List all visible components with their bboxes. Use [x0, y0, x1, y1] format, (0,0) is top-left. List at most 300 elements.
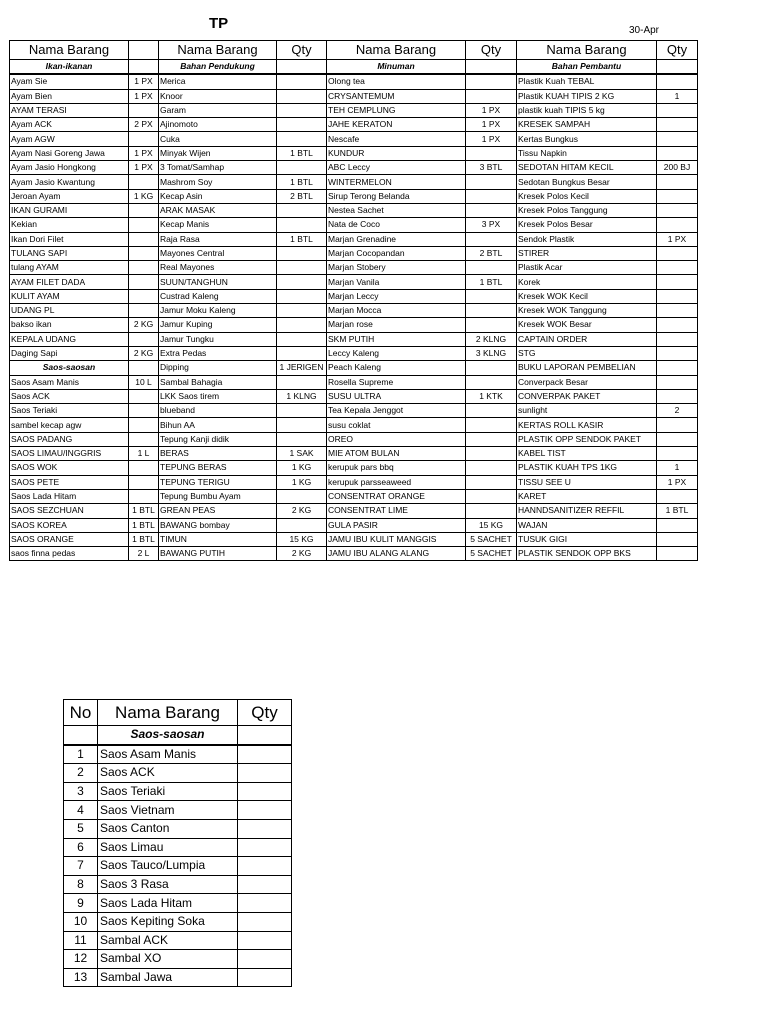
item-cell: Kresek Polos Besar: [517, 218, 657, 232]
item-cell: Ayam Jasio Kwantung: [10, 175, 129, 189]
item-cell: Jamur Tungku: [159, 332, 277, 346]
table-row: [64, 931, 292, 950]
table-row: [10, 261, 698, 275]
item-cell: 3 Tomat/Samhap: [159, 161, 277, 175]
item-cell: HANNDSANITIZER REFFIL: [517, 504, 657, 518]
table-row: [10, 89, 698, 103]
item-cell: Sambal ACK: [98, 931, 238, 950]
qty-cell: [129, 432, 159, 446]
qty-cell: 1 L: [129, 447, 159, 461]
qty-cell: 1 KTK: [466, 389, 517, 403]
qty-cell: [277, 275, 327, 289]
qty-cell: [657, 389, 698, 403]
qty-cell: [129, 389, 159, 403]
qty-cell: 1 KG: [129, 189, 159, 203]
table-row: [10, 375, 698, 389]
item-cell: WAJAN: [517, 518, 657, 532]
qty-cell: 15 KG: [466, 518, 517, 532]
category-header: Bahan Pendukung: [159, 60, 277, 75]
qty-cell: [277, 89, 327, 103]
qty-cell: 1 SAK: [277, 447, 327, 461]
item-cell: Saos Limau: [98, 838, 238, 857]
item-cell: JAHE KERATON: [327, 118, 466, 132]
item-cell: KUNDUR: [327, 146, 466, 160]
item-cell: STG: [517, 346, 657, 360]
qty-cell: [238, 801, 292, 820]
item-cell: Marjan Stobery: [327, 261, 466, 275]
qty-cell: 1 PX: [657, 475, 698, 489]
item-cell: ARAK MASAK: [159, 203, 277, 217]
item-cell: Kresek Polos Kecil: [517, 189, 657, 203]
item-cell: PLASTIK KUAH TPS 1KG: [517, 461, 657, 475]
qty-cell: [657, 332, 698, 346]
item-cell: KERTAS ROLL KASIR: [517, 418, 657, 432]
column-header: No: [64, 700, 98, 726]
item-cell: Marjan Grenadine: [327, 232, 466, 246]
stock-table: [9, 40, 698, 561]
qty-cell: [129, 461, 159, 475]
qty-cell: [657, 261, 698, 275]
qty-cell: [277, 218, 327, 232]
empty-cell: [64, 726, 98, 745]
qty-cell: [238, 782, 292, 801]
table-row: [64, 782, 292, 801]
qty-cell: [657, 218, 698, 232]
item-cell: SUUN/TANGHUN: [159, 275, 277, 289]
item-cell: Sirup Terong Belanda: [327, 189, 466, 203]
table-row: [10, 332, 698, 346]
column-header: Nama Barang: [10, 41, 129, 60]
qty-cell: 10 L: [129, 375, 159, 389]
table-row: [10, 232, 698, 246]
qty-cell: [277, 318, 327, 332]
qty-cell: 1: [657, 89, 698, 103]
item-cell: Sambal Jawa: [98, 968, 238, 987]
table-row: [10, 318, 698, 332]
qty-cell: [129, 475, 159, 489]
qty-cell: [129, 246, 159, 260]
item-cell: GULA PASIR: [327, 518, 466, 532]
qty-cell: [277, 161, 327, 175]
item-cell: Saos Tauco/Lumpia: [98, 857, 238, 876]
item-cell: CAPTAIN ORDER: [517, 332, 657, 346]
item-cell: Saos ACK: [10, 389, 129, 403]
qty-cell: [238, 968, 292, 987]
item-cell: AYAM TERASI: [10, 103, 129, 117]
item-cell: Kresek WOK Besar: [517, 318, 657, 332]
item-cell: Kertas Bungkus: [517, 132, 657, 146]
qty-cell: 1 PX: [129, 161, 159, 175]
item-cell: plastik kuah TIPIS 5 kg: [517, 103, 657, 117]
table-row: [10, 475, 698, 489]
item-cell: Nestea Sachet: [327, 203, 466, 217]
table-row: [10, 74, 698, 89]
item-cell: Ayam Bien: [10, 89, 129, 103]
qty-cell: [277, 432, 327, 446]
qty-cell: 3 PX: [466, 218, 517, 232]
item-cell: Saos Asam Manis: [98, 745, 238, 764]
item-cell: Kresek WOK Tanggung: [517, 304, 657, 318]
qty-cell: [238, 894, 292, 913]
qty-cell: [466, 175, 517, 189]
qty-cell: [657, 246, 698, 260]
qty-cell: [466, 404, 517, 418]
qty-cell: [657, 375, 698, 389]
qty-cell: 1 KG: [277, 461, 327, 475]
table-row: [10, 461, 698, 475]
qty-cell: [657, 432, 698, 446]
item-cell: Sendok Plastik: [517, 232, 657, 246]
item-cell: Ayam AGW: [10, 132, 129, 146]
qty-cell: 1 BTL: [129, 518, 159, 532]
qty-cell: [466, 318, 517, 332]
item-cell: Extra Pedas: [159, 346, 277, 360]
column-header: Nama Barang: [517, 41, 657, 60]
qty-cell: [238, 764, 292, 783]
item-cell: Saos-saosan: [10, 361, 129, 375]
qty-cell: [466, 203, 517, 217]
qty-cell: 2 KG: [129, 318, 159, 332]
table-row: [10, 404, 698, 418]
item-cell: SAOS LIMAU/INGGRIS: [10, 447, 129, 461]
table-row: [10, 389, 698, 403]
item-cell: Jamur Moku Kaleng: [159, 304, 277, 318]
item-cell: Olong tea: [327, 74, 466, 89]
qty-cell: 1 PX: [466, 103, 517, 117]
qty-cell: [277, 489, 327, 503]
column-header: Qty: [238, 700, 292, 726]
qty-cell: [277, 74, 327, 89]
item-cell: Ikan Dori Filet: [10, 232, 129, 246]
qty-cell: [129, 332, 159, 346]
row-number: 12: [64, 950, 98, 969]
qty-cell: [129, 489, 159, 503]
item-cell: TULANG SAPI: [10, 246, 129, 260]
item-cell: Jeroan Ayam: [10, 189, 129, 203]
qty-cell: [277, 304, 327, 318]
item-cell: Saos ACK: [98, 764, 238, 783]
qty-cell: [129, 232, 159, 246]
category-header: Ikan-ikanan: [10, 60, 129, 75]
table-row: [64, 801, 292, 820]
item-cell: saos finna pedas: [10, 547, 129, 561]
row-number: 9: [64, 894, 98, 913]
item-cell: Mashrom Soy: [159, 175, 277, 189]
qty-cell: [129, 103, 159, 117]
qty-cell: 2 KLNG: [466, 332, 517, 346]
item-cell: Plastik KUAH TIPIS 2 KG: [517, 89, 657, 103]
qty-cell: 5 SACHET: [466, 532, 517, 546]
qty-cell: [238, 838, 292, 857]
item-cell: BAWANG PUTIH: [159, 547, 277, 561]
table-row: [10, 504, 698, 518]
qty-cell: [129, 175, 159, 189]
item-cell: TEH CEMPLUNG: [327, 103, 466, 117]
table-row: [64, 968, 292, 987]
item-cell: kerupuk pars bbq: [327, 461, 466, 475]
item-cell: Merica: [159, 74, 277, 89]
qty-cell: 2 KG: [129, 346, 159, 360]
item-cell: tulang AYAM: [10, 261, 129, 275]
item-cell: Tea Kepala Jenggot: [327, 404, 466, 418]
category-header: [657, 60, 698, 75]
item-cell: TUSUK GIGI: [517, 532, 657, 546]
item-cell: SEDOTAN HITAM KECIL: [517, 161, 657, 175]
qty-cell: [277, 132, 327, 146]
item-cell: Leccy Kaleng: [327, 346, 466, 360]
table-row: [10, 547, 698, 561]
table-row: [10, 489, 698, 503]
item-cell: Converpack Besar: [517, 375, 657, 389]
item-cell: Tepung Bumbu Ayam: [159, 489, 277, 503]
qty-cell: [466, 232, 517, 246]
qty-cell: 1 PX: [129, 89, 159, 103]
qty-cell: [129, 361, 159, 375]
qty-cell: 1 BTL: [277, 146, 327, 160]
item-cell: Sedotan Bungkus Besar: [517, 175, 657, 189]
item-cell: GREAN PEAS: [159, 504, 277, 518]
sheet-date: 30-Apr: [629, 25, 660, 36]
qty-cell: 1 JERIGEN: [277, 361, 327, 375]
qty-cell: [657, 547, 698, 561]
table-row: [64, 875, 292, 894]
item-cell: Ayam ACK: [10, 118, 129, 132]
item-cell: Knoor: [159, 89, 277, 103]
item-cell: KARET: [517, 489, 657, 503]
item-cell: AYAM FILET DADA: [10, 275, 129, 289]
item-cell: TEPUNG TERIGU: [159, 475, 277, 489]
qty-cell: 1 PX: [657, 232, 698, 246]
item-cell: KRESEK SAMPAH: [517, 118, 657, 132]
row-number: 11: [64, 931, 98, 950]
item-cell: STIRER: [517, 246, 657, 260]
qty-cell: [466, 418, 517, 432]
qty-cell: 2 L: [129, 547, 159, 561]
qty-cell: [277, 518, 327, 532]
qty-cell: 1 BTL: [466, 275, 517, 289]
qty-cell: 1 BTL: [277, 232, 327, 246]
column-header: [129, 41, 159, 60]
table-row: [64, 838, 292, 857]
item-cell: TEPUNG BERAS: [159, 461, 277, 475]
item-cell: Ayam Nasi Goreng Jawa: [10, 146, 129, 160]
table-row: [10, 132, 698, 146]
item-cell: SAOS SEZCHUAN: [10, 504, 129, 518]
qty-cell: [129, 275, 159, 289]
item-cell: BUKU LAPORAN PEMBELIAN: [517, 361, 657, 375]
item-cell: Saos 3 Rasa: [98, 875, 238, 894]
column-header: Qty: [466, 41, 517, 60]
qty-cell: [657, 74, 698, 89]
item-cell: SAOS PETE: [10, 475, 129, 489]
qty-cell: [466, 475, 517, 489]
row-number: 7: [64, 857, 98, 876]
item-cell: TISSU SEE U: [517, 475, 657, 489]
item-cell: SAOS ORANGE: [10, 532, 129, 546]
item-cell: Saos Teriaki: [10, 404, 129, 418]
qty-cell: [466, 361, 517, 375]
qty-cell: 2 PX: [129, 118, 159, 132]
table-row: [64, 819, 292, 838]
item-cell: Marjan Leccy: [327, 289, 466, 303]
qty-cell: [466, 375, 517, 389]
item-cell: Minyak Wijen: [159, 146, 277, 160]
qty-cell: [238, 950, 292, 969]
row-number: 13: [64, 968, 98, 987]
column-header: Nama Barang: [98, 700, 238, 726]
item-cell: PLASTIK SENDOK OPP BKS: [517, 547, 657, 561]
item-cell: sambel kecap agw: [10, 418, 129, 432]
item-cell: Marjan Cocopandan: [327, 246, 466, 260]
item-cell: Kecap Manis: [159, 218, 277, 232]
table-row: [64, 857, 292, 876]
item-cell: KULIT AYAM: [10, 289, 129, 303]
item-cell: KABEL TIST: [517, 447, 657, 461]
table-row: [64, 950, 292, 969]
item-cell: Cuka: [159, 132, 277, 146]
qty-cell: 2 KG: [277, 547, 327, 561]
table-row: [10, 418, 698, 432]
item-cell: blueband: [159, 404, 277, 418]
qty-cell: 1 BTL: [277, 175, 327, 189]
item-cell: KEPALA UDANG: [10, 332, 129, 346]
item-cell: Korek: [517, 275, 657, 289]
qty-cell: 1 KLNG: [277, 389, 327, 403]
item-cell: Ayam Jasio Hongkong: [10, 161, 129, 175]
qty-cell: [129, 132, 159, 146]
item-cell: sunlight: [517, 404, 657, 418]
table-row: [10, 275, 698, 289]
qty-cell: [657, 518, 698, 532]
item-cell: LKK Saos tirem: [159, 389, 277, 403]
qty-cell: [466, 504, 517, 518]
item-cell: JAMU IBU KULIT MANGGIS: [327, 532, 466, 546]
item-cell: IKAN GURAMI: [10, 203, 129, 217]
qty-cell: 1 BTL: [657, 504, 698, 518]
table-row: [10, 103, 698, 117]
item-cell: Nata de Coco: [327, 218, 466, 232]
qty-cell: [657, 203, 698, 217]
qty-cell: [466, 261, 517, 275]
table-row: [10, 146, 698, 160]
column-header: Nama Barang: [327, 41, 466, 60]
header-row: [10, 41, 698, 60]
item-cell: CRYSANTEMUM: [327, 89, 466, 103]
table-row: [10, 175, 698, 189]
item-cell: Saos Teriaki: [98, 782, 238, 801]
table-row: [10, 432, 698, 446]
row-number: 1: [64, 745, 98, 764]
item-cell: JAMU IBU ALANG ALANG: [327, 547, 466, 561]
qty-cell: [277, 418, 327, 432]
qty-cell: [129, 203, 159, 217]
item-cell: Saos Asam Manis: [10, 375, 129, 389]
header-row: [64, 700, 292, 726]
qty-cell: 2 KG: [277, 504, 327, 518]
item-cell: Ajinomoto: [159, 118, 277, 132]
qty-cell: [238, 745, 292, 764]
qty-cell: 1 BTL: [129, 504, 159, 518]
item-cell: Plastik Kuah TEBAL: [517, 74, 657, 89]
qty-cell: 5 SACHET: [466, 547, 517, 561]
table-row: [10, 118, 698, 132]
qty-cell: 3 BTL: [466, 161, 517, 175]
qty-cell: [129, 404, 159, 418]
qty-cell: [657, 118, 698, 132]
table-row: [10, 361, 698, 375]
item-cell: Tepung Kanji didik: [159, 432, 277, 446]
category-header: [277, 60, 327, 75]
qty-cell: [466, 447, 517, 461]
table-row: [10, 532, 698, 546]
qty-cell: 1 PX: [129, 146, 159, 160]
empty-cell: [238, 726, 292, 745]
qty-cell: 1 BTL: [129, 532, 159, 546]
qty-cell: [129, 418, 159, 432]
qty-cell: [657, 361, 698, 375]
qty-cell: [277, 261, 327, 275]
qty-cell: [657, 489, 698, 503]
item-cell: Kresek WOK Kecil: [517, 289, 657, 303]
category-row: [10, 60, 698, 75]
item-cell: TIMUN: [159, 532, 277, 546]
item-cell: Real Mayones: [159, 261, 277, 275]
item-cell: Marjan Mocca: [327, 304, 466, 318]
item-cell: Raja Rasa: [159, 232, 277, 246]
qty-cell: [657, 146, 698, 160]
table-row: [10, 203, 698, 217]
row-number: 10: [64, 912, 98, 931]
table-row: [10, 346, 698, 360]
item-cell: CONSENTRAT LIME: [327, 504, 466, 518]
qty-cell: 200 BJ: [657, 161, 698, 175]
item-cell: Custrad Kaleng: [159, 289, 277, 303]
qty-cell: [657, 346, 698, 360]
item-cell: Kekian: [10, 218, 129, 232]
category-header: Minuman: [327, 60, 466, 75]
qty-cell: [466, 489, 517, 503]
row-number: 3: [64, 782, 98, 801]
item-cell: Jamur Kuping: [159, 318, 277, 332]
table-row: [64, 894, 292, 913]
qty-cell: [466, 304, 517, 318]
qty-cell: 15 KG: [277, 532, 327, 546]
table-row: [10, 304, 698, 318]
qty-cell: [277, 404, 327, 418]
sheet-title: TP: [209, 15, 229, 32]
item-cell: ABC Leccy: [327, 161, 466, 175]
item-cell: bakso ikan: [10, 318, 129, 332]
qty-cell: [466, 146, 517, 160]
category-header: Saos-saosan: [98, 726, 238, 745]
qty-cell: [466, 74, 517, 89]
qty-cell: 2 BTL: [466, 246, 517, 260]
qty-cell: 3 KLNG: [466, 346, 517, 360]
item-cell: Rosella Supreme: [327, 375, 466, 389]
item-cell: kerupuk parsseaweed: [327, 475, 466, 489]
table-row: [10, 189, 698, 203]
qty-cell: [657, 318, 698, 332]
qty-cell: [277, 203, 327, 217]
item-cell: CONSENTRAT ORANGE: [327, 489, 466, 503]
row-number: 5: [64, 819, 98, 838]
qty-cell: 1 KG: [277, 475, 327, 489]
item-cell: BAWANG bombay: [159, 518, 277, 532]
qty-cell: [129, 218, 159, 232]
qty-cell: 1 PX: [129, 74, 159, 89]
item-cell: SUSU ULTRA: [327, 389, 466, 403]
item-cell: Tissu Napkin: [517, 146, 657, 160]
